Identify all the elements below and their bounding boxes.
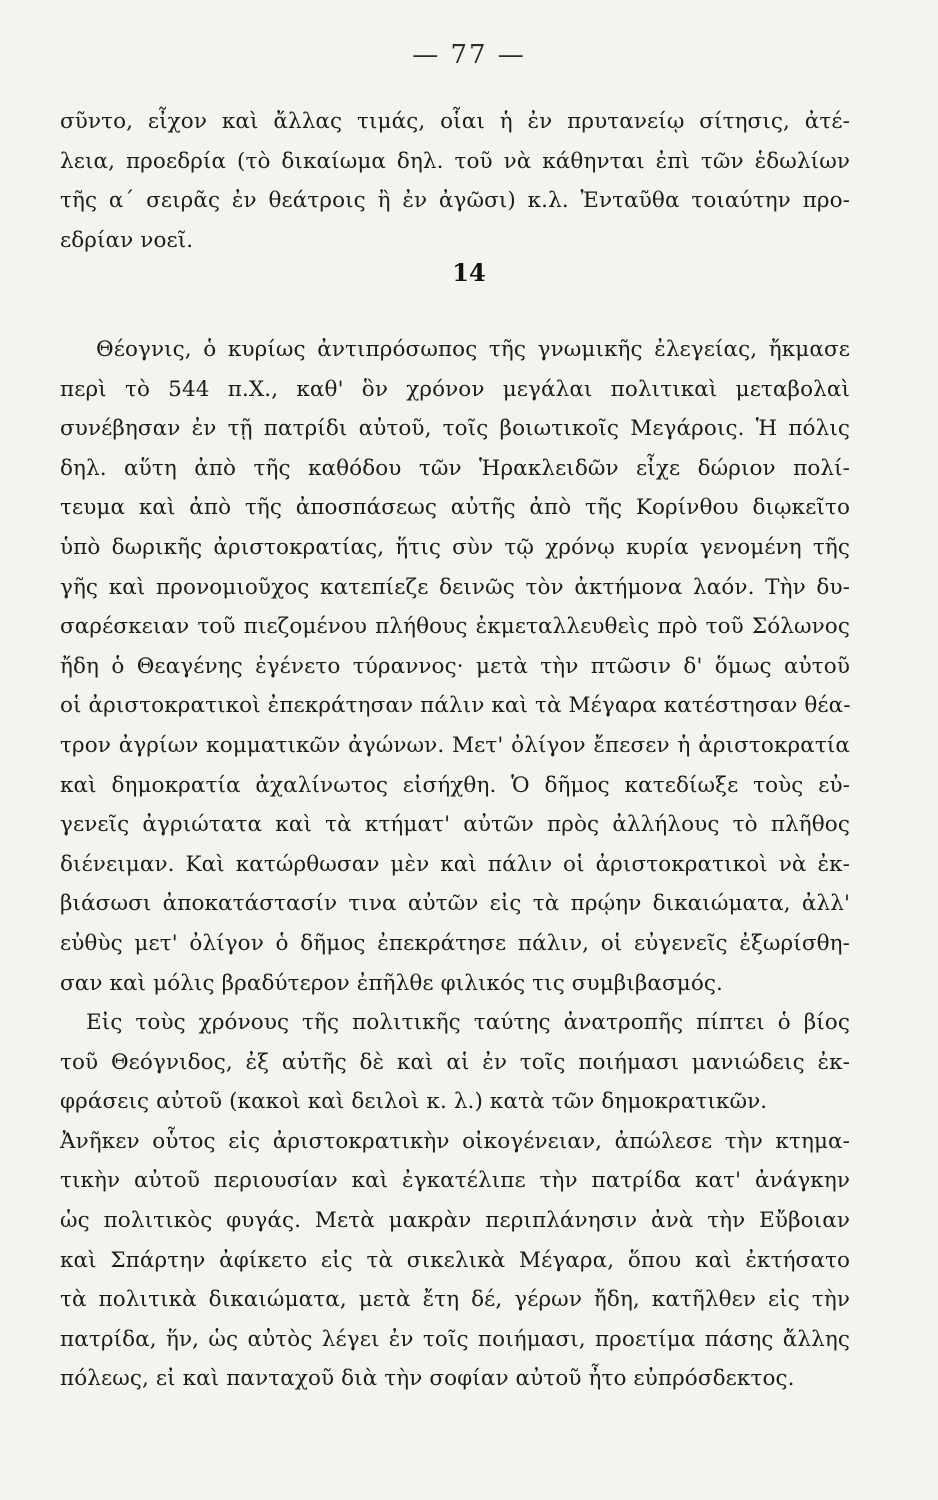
text-line: συνέβησαν ἐν τῇ πατρίδι αὐτοῦ, τοῖς βοιωτικοῖς Μεγάροις. Ἡ πόλις	[60, 416, 850, 442]
text-line: ὑπὸ δωρικῆς ἀριστοκρατίας, ἥτις σὺν τῷ χρόνῳ κυρία γενομένη τῆς	[60, 534, 850, 560]
text-line: τευμα καὶ ἀπὸ τῆς ἀποσπάσεως αὐτῆς ἀπὸ τῆς Κορίνθου διῳκεῖτο	[60, 495, 850, 521]
text-line: βιάσωσι ἀποκατάστασίν τινα αὐτῶν εἰς τὰ πρῴην δικαιώματα, ἀλλ'	[60, 891, 850, 917]
text-line: σῦντο, εἶχον καὶ ἄλλας τιμάς, οἷαι ἡ ἐν πρυτανείῳ σίτησις, ἀτέ-	[60, 109, 850, 134]
text-line: καὶ δημοκρατία ἀχαλίνωτος εἰσήχθη. Ὁ δῆμος κατεδίωξε τοὺς εὐ-	[60, 772, 850, 798]
text-line: ἤδη ὁ Θεαγένης ἐγένετο τύραννος· μετὰ τὴν πτῶσιν δ' ὅμως αὐτοῦ	[60, 653, 850, 679]
text-line: λεια, προεδρία (τὸ δικαίωμα δηλ. τοῦ νὰ κάθηνται ἐπὶ τῶν ἑδωλίων	[60, 148, 850, 174]
text-line: οἱ ἀριστοκρατικοὶ ἐπεκράτησαν πάλιν καὶ τὰ Μέγαρα κατέστησαν θέα-	[60, 693, 851, 719]
text-line: σαρέσκειαν τοῦ πιεζομένου πλήθους ἐκμεταλλευθεὶς πρὸ τοῦ Σόλωνος	[60, 614, 850, 640]
text-line: εδρίαν νοεῖ.	[60, 227, 194, 253]
text-line: Ἀνῆκεν οὗτος εἰς ἀριστοκρατικὴν οἰκογένειαν, ἀπώλεσε τὴν κτημα-	[60, 1128, 850, 1154]
text-line: καὶ Σπάρτην ἀφίκετο εἰς τὰ σικελικὰ Μέγαρα, ὅπου καὶ ἐκτήσατο	[60, 1247, 850, 1273]
text-line: διένειμαν. Καὶ κατώρθωσαν μὲν καὶ πάλιν οἱ ἀριστοκρατικοὶ νὰ ἐκ-	[60, 851, 850, 877]
text-line: σαν καὶ μόλις βραδύτερον ἐπῆλθε φιλικός τις συμβιβασμός.	[60, 970, 723, 996]
text-line: πόλεως, εἰ καὶ πανταχοῦ διὰ τὴν σοφίαν αὐτοῦ ἦτο εὐπρόσδεκτος.	[60, 1366, 795, 1392]
text-line: Θέογνις, ὁ κυρίως ἀντιπρόσωπος τῆς γνωμικῆς ἐλεγείας, ἤκμασε	[96, 337, 850, 362]
text-line: γῆς καὶ προνομιοῦχος κατεπίεζε δεινῶς τὸν ἀκτήμονα λαόν. Τὴν δυ-	[60, 574, 850, 600]
text-line: τὰ πολιτικὰ δικαιώματα, μετὰ ἔτη δέ, γέρων ἤδη, κατῆλθεν εἰς τὴν	[60, 1287, 850, 1313]
text-line: Εἰς τοὺς χρόνους τῆς πολιτικῆς ταύτης ἀνατροπῆς πίπτει ὁ βίος	[86, 1010, 850, 1036]
text-line: γενεῖς ἀγριώτατα καὶ τὰ κτήματ' αὐτῶν πρὸς ἀλλήλους τὸ πλῆθος	[60, 812, 850, 838]
text-line: τρον ἀγρίων κομματικῶν ἀγώνων. Μετ' ὀλίγον ἔπεσεν ἡ ἀριστοκρατία	[60, 732, 850, 758]
section-heading: 14	[452, 258, 486, 287]
text-line: δηλ. αὕτη ἀπὸ τῆς καθόδου τῶν Ἡρακλειδῶν εἶχε δώριον πολί-	[60, 455, 850, 481]
text-line: φράσεις αὐτοῦ (κακοὶ καὶ δειλοὶ κ. λ.) κατὰ τῶν δημοκρατικῶν.	[60, 1089, 768, 1115]
main-text	[60, 330, 850, 1399]
opening-paragraph	[60, 102, 850, 260]
page-number: — 77 —	[412, 40, 526, 70]
text-line: τῆς α΄ σειρᾶς ἐν θεάτροις ἢ ἐν ἀγῶσι) κ.λ. Ἐνταῦθα τοιαύτην προ-	[60, 188, 850, 214]
text-line: περὶ τὸ 544 π.Χ., καθ' ὃν χρόνον μεγάλαι πολιτικαὶ μεταβολαὶ	[60, 376, 850, 402]
text-line: εὐθὺς μετ' ὀλίγον ὁ δῆμος ἐπεκράτησε πάλιν, οἱ εὐγενεῖς ἐξωρίσθη-	[60, 930, 850, 956]
text-line: τοῦ Θεόγνιδος, ἐξ αὐτῆς δὲ καὶ αἱ ἐν τοῖς ποιήμασι μανιώδεις ἐκ-	[60, 1049, 850, 1075]
text-line: πατρίδα, ἥν, ὡς αὐτὸς λέγει ἐν τοῖς ποιήμασι, προετίμα πάσης ἄλλης	[60, 1326, 850, 1352]
text-line: ὡς πολιτικὸς φυγάς. Μετὰ μακρὰν περιπλάνησιν ἀνὰ τὴν Εὔβοιαν	[60, 1208, 850, 1234]
text-line: τικὴν αὐτοῦ περιουσίαν καὶ ἐγκατέλιπε τὴν πατρίδα κατ' ἀνάγκην	[60, 1168, 850, 1194]
